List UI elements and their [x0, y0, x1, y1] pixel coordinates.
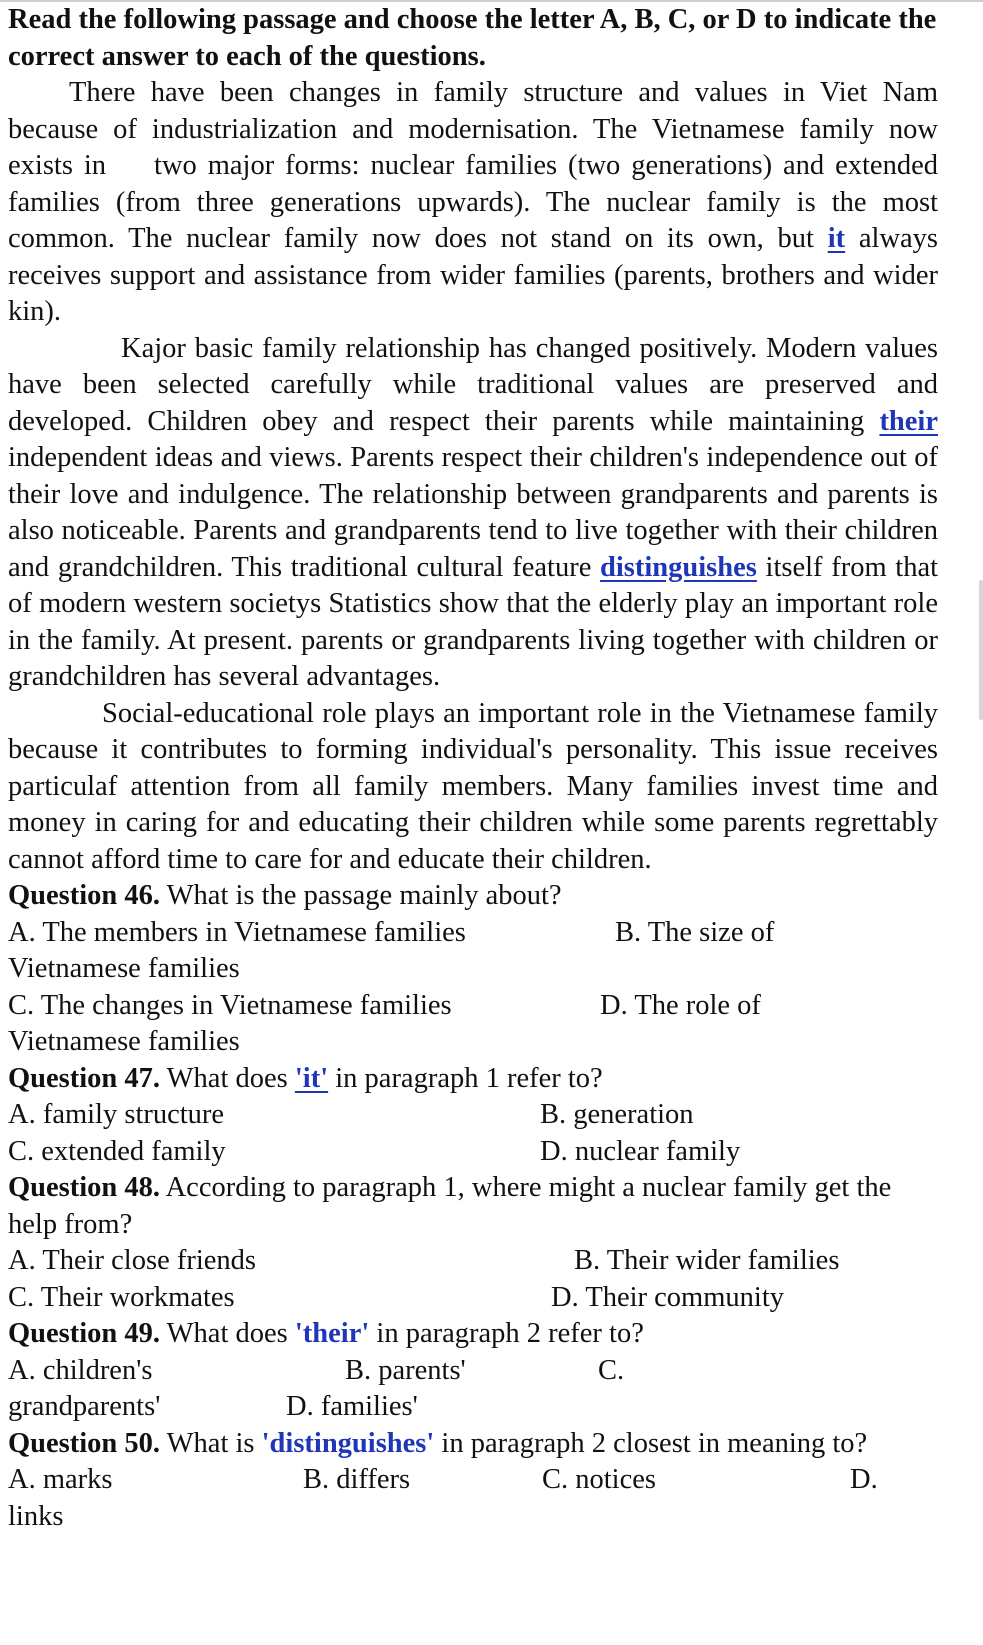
question-46-options-row-1	[8, 915, 938, 952]
question-47-option-c[interactable]: C. extended family	[8, 1135, 226, 1167]
reference-word-their[interactable]: their	[879, 405, 938, 437]
question-47	[8, 1061, 938, 1098]
question-49-option-c-wrap: grandparents'	[8, 1391, 161, 1422]
paragraph-1-text-a: There have been changes in family structure and values in Viet Nam because of industrialization and modernisation. The Vietnamese family now exists in	[8, 77, 938, 181]
question-48-text: According to paragraph 1, where might a nuclear family get the help from?	[8, 1172, 892, 1240]
question-46-option-c[interactable]: C. The changes in Vietnamese families	[8, 989, 452, 1021]
paragraph-2	[8, 331, 938, 696]
question-46	[8, 878, 938, 915]
question-49-option-c[interactable]: C.	[598, 1354, 625, 1386]
question-49-options-row-1	[8, 1353, 938, 1390]
question-47-options-row-2	[8, 1134, 938, 1171]
paragraph-2-text-b: independent ideas and views. Parents respect their children's independence out of their love and indulgence. The relationship between grandparents and parents is also noticeable. Parents and grandparents tend to live together with their children and grandchildren. This traditional cultural feature	[8, 442, 938, 583]
question-46-options-row-2	[8, 988, 938, 1025]
question-50-option-d-wrap: links	[8, 1500, 64, 1532]
question-50-label: Question 50.	[8, 1427, 161, 1459]
reference-word-it[interactable]: it	[827, 223, 846, 254]
question-46-option-b-wrap: Vietnamese families	[8, 953, 240, 984]
paragraph-2-text-a: Kajor basic family relationship has changed positively. Modern values have been selected carefully while traditional values are preserved and developed. Children obey and respect their parents while maintaining	[8, 332, 938, 437]
question-50	[8, 1426, 938, 1463]
question-46-option-d[interactable]: D. The role of	[600, 989, 761, 1021]
question-47-option-a[interactable]: A. family structure	[8, 1099, 225, 1130]
question-46-text: What is the passage mainly about?	[166, 880, 562, 911]
question-46-option-a[interactable]: A. The members in Vietnamese families	[8, 916, 466, 948]
question-47-option-b[interactable]: B. generation	[540, 1099, 694, 1130]
paragraph-2-text-c: itself from that of modern western societys Statistics show that the elderly play an important role in the family. At present. parents or grandparents living together with children or grandchildren has several advantages.	[8, 551, 939, 692]
question-47-text-post: in paragraph 1 refer to?	[335, 1062, 603, 1094]
question-48-option-d[interactable]: D. Their community	[551, 1281, 784, 1313]
paragraph-1-text-b: two major forms: nuclear families (two generations) and extended families (from three generations upwards). The nuclear family is the most common. The nuclear family now does not stand on its own, but	[8, 150, 938, 254]
question-48-options-row-1	[8, 1243, 938, 1280]
instructions: Read the following passage and choose the letter A, B, C, or D to indicate the correct answer to each of the questions.	[8, 4, 937, 72]
question-47-ref-word: 'it'	[294, 1062, 329, 1094]
question-47-label: Question 47.	[8, 1062, 161, 1094]
paragraph-1-text-c: always receives support and assistance from wider families (parents, brothers and wider kin).	[8, 223, 939, 327]
question-48-option-b[interactable]: B. Their wider families	[574, 1245, 840, 1276]
question-50-option-d[interactable]: D.	[850, 1464, 878, 1495]
reference-word-distinguishes[interactable]: distinguishes	[600, 551, 757, 583]
question-48-label: Question 48.	[8, 1172, 161, 1203]
question-50-text-pre: What is	[166, 1427, 255, 1459]
question-50-option-b[interactable]: B. differs	[303, 1464, 411, 1495]
question-48-option-c[interactable]: C. Their workmates	[8, 1281, 235, 1313]
question-49-text-pre: What does	[166, 1318, 288, 1349]
question-49-text-post: in paragraph 2 refer to?	[376, 1318, 644, 1349]
paragraph-3: Social-educational role plays an important role in the Vietnamese family because it contributes to forming individual's personality. This issue receives particulaf attention from all family members. Many families invest time and money in caring for and educating their children while some parents regrettably cannot afford time to care for and educate their children.	[8, 697, 938, 875]
question-47-text-pre: What does	[166, 1062, 288, 1094]
worksheet	[8, 0, 938, 1535]
question-49-option-d[interactable]: D. families'	[286, 1391, 418, 1422]
question-47-option-d[interactable]: D. nuclear family	[540, 1135, 741, 1167]
paragraph-1	[8, 75, 938, 331]
question-46-label: Question 46.	[8, 880, 161, 911]
question-49-option-b[interactable]: B. parents'	[345, 1354, 466, 1386]
question-49-option-a[interactable]: A. children's	[8, 1354, 153, 1386]
question-46-option-b[interactable]: B. The size of	[615, 916, 775, 948]
question-50-option-a[interactable]: A. marks	[8, 1464, 113, 1495]
question-49	[8, 1316, 938, 1353]
scrollbar[interactable]	[979, 580, 983, 720]
question-48	[8, 1170, 938, 1243]
question-50-text-post: in paragraph 2 closest in meaning to?	[441, 1427, 868, 1459]
question-50-option-c[interactable]: C. notices	[542, 1464, 656, 1495]
question-48-option-a[interactable]: A. Their close friends	[8, 1245, 256, 1276]
question-49-options-row-2	[8, 1389, 938, 1426]
question-48-options-row-2	[8, 1280, 938, 1317]
question-49-ref-word: 'their'	[294, 1318, 370, 1349]
question-46-option-d-wrap: Vietnamese families	[8, 1026, 240, 1057]
question-50-options-row-1	[8, 1462, 938, 1499]
question-47-options-row-1	[8, 1097, 938, 1134]
question-49-label: Question 49.	[8, 1318, 161, 1349]
question-50-ref-word: 'distinguishes'	[261, 1427, 435, 1459]
